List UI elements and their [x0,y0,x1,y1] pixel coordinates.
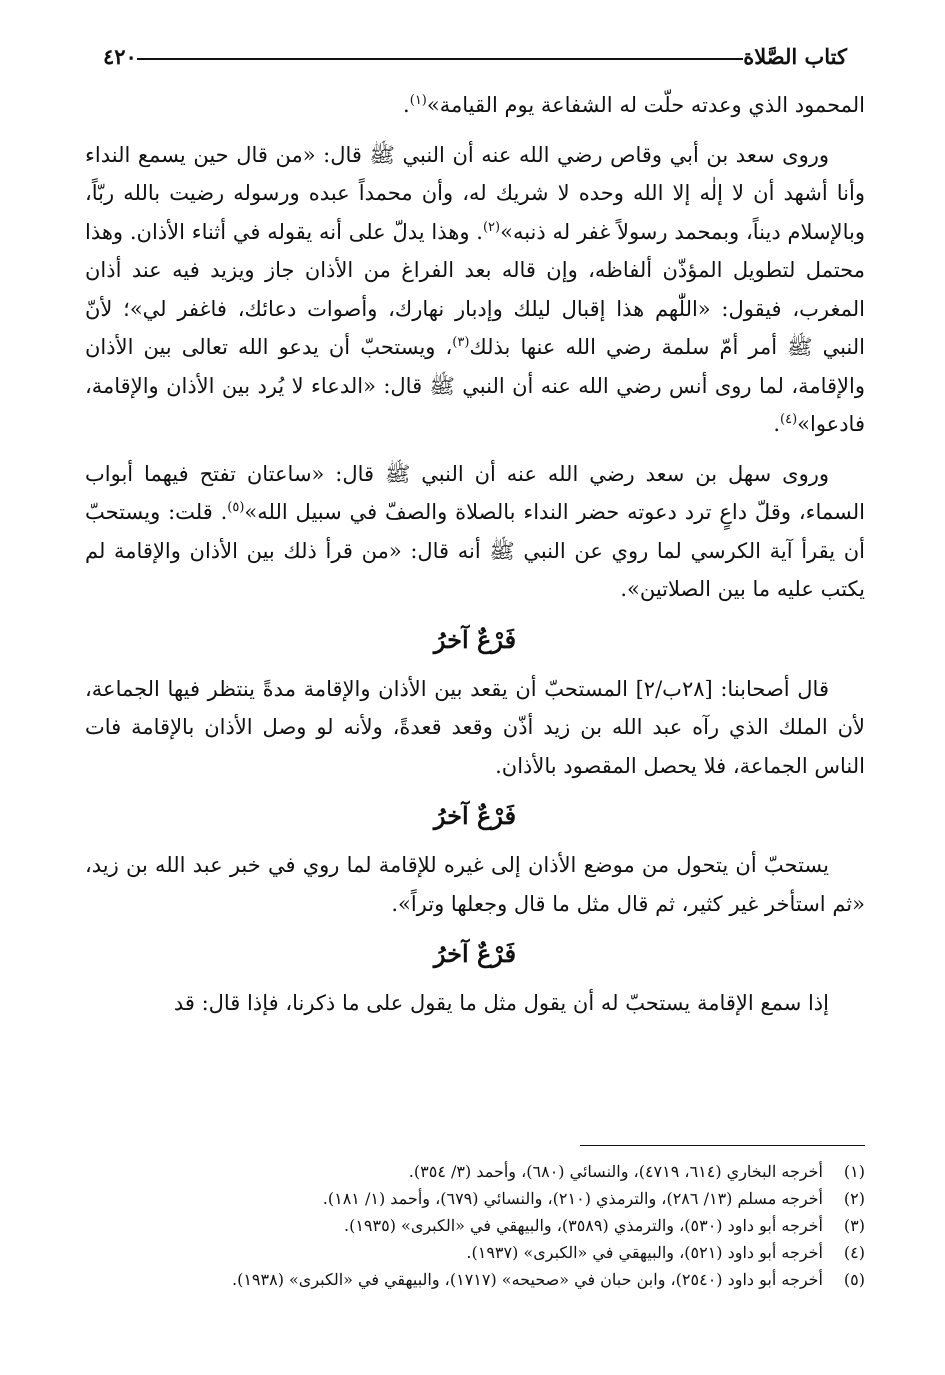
section-heading-3: فَرْعٌ آخرُ [433,939,517,968]
paragraph-2-text-b: . وهذا يدلّ على أنه يقوله في أثناء الأذان. وهذا محتمل لتطويل المؤذّن ألفاظه، وإن قاله بعد الفراغ من الأذان جاز ويزيد فيه عند أذان المغرب، فيقول: «اللّٰهم هذا إقبال ليلك وإدبار نهارك، وأصوات دعائك، فاغفر لي»؛ لأنّ النبي ﷺ أمر أمّ سلمة رضي الله عنها بذلك [85,219,866,359]
main-text [85,86,865,1034]
paragraph-3-text-a: وروى سهل بن سعد رضي الله عنه أن النبي ﷺ قال: «ساعتان تفتح فيهما أبواب السماء، وقلّ داعٍ ترد دعوته حضر النداء بالصلاة والصفّ في سبيل الله» [85,461,865,524]
paragraph-3 [85,455,865,609]
footnote-1 [75,1158,865,1185]
footnote-text: أخرجه أبو داود (٥٣٠)، والترمذي (٣٥٨٩)، والبيهقي في «الكبرى» (١٩٣٥). [344,1216,823,1235]
section-heading-1: فَرْعٌ آخرُ [433,624,517,654]
footnote-text: أخرجه البخاري (٦١٤، ٤٧١٩)، والنسائي (٦٨٠)، وأحمد (٣/ ٣٥٤). [408,1162,823,1181]
page-number: ٤٢٠ [103,43,137,69]
footnote-ref-1: (١) [409,93,427,108]
footnote-4 [75,1239,865,1266]
footnote-number: (٥) [843,1270,865,1289]
footnotes [75,1158,865,1293]
footnote-ref-5: (٥) [227,500,245,515]
footnote-text: أخرجه أبو داود (٥٢١)، والبيهقي في «الكبرى» (١٩٣٧). [466,1243,823,1262]
page-header [85,38,865,74]
paragraph-1-text: المحمود الذي وعدته حلّت له الشفاعة يوم القيامة» [426,93,865,117]
footnote-number: (٣) [843,1216,865,1235]
header-rule [137,58,743,60]
footnote-separator [580,1145,865,1146]
footnote-number: (٤) [843,1243,865,1262]
section-heading-2: فَرْعٌ آخرُ [433,801,517,830]
paragraph-2-text-d: . [773,412,780,436]
paragraph-3-text-b: . قلت: ويستحبّ أن يقرأ آية الكرسي لما روي عن النبي ﷺ أنه قال: «من قرأ ذلك بين الأذان والإقامة لم يكتب عليه ما بين الصلاتين». [85,500,865,601]
paragraph-6: إذا سمع الإقامة يستحبّ له أن يقول مثل ما يقول على ما ذكرنا، فإذا قال: قد [173,991,829,1015]
paragraph-2 [85,136,865,444]
footnote-text: أخرجه أبو داود (٢٥٤٠)، وابن حبان في «صحيحه» (١٧١٧)، والبيهقي في «الكبرى» (١٩٣٨). [231,1270,823,1289]
footnote-ref-4: (٤) [780,412,798,427]
footnote-5 [75,1266,865,1293]
footnote-2 [75,1185,865,1212]
paragraph-2-text-a: وروى سعد بن أبي وقاص رضي الله عنه أن النبي ﷺ قال: «من قال حين يسمع النداء وأنا أشهد أن لا إلٰه إلا الله وحده لا شريك له، وأن محمداً عبده ورسوله رضيت بالله ربّاً، وبالإسلام ديناً، وبمحمد رسولاً غفر له ذنبه» [85,142,865,244]
footnote-ref-3: (٣) [452,335,470,350]
footnote-ref-2: (٢) [482,219,501,235]
footnote-number: (١) [843,1162,865,1181]
footnote-number: (٢) [843,1189,865,1208]
paragraph-2-text-c: ، ويستحبّ أن يدعو الله تعالى بين الأذان والإقامة، لما روى أنس رضي الله عنه أن النبي ﷺ قال: «الدعاء لا يُرد بين الأذان والإقامة، فادعوا» [85,335,865,436]
footnote-3 [75,1212,865,1239]
paragraph-5: يستحبّ أن يتحول من موضع الأذان إلى غيره للإقامة لما روي في خبر عبد الله بن زيد، «ثم استأخر غير كثير، ثم قال مثل ما قال وجعلها وتراً». [85,853,865,916]
book-title: كتاب الصَّلاة [743,43,847,69]
paragraph-1 [85,86,865,125]
paragraph-4: قال أصحابنا: [٢٨ب/٢] المستحبّ أن يقعد بين الأذان والإقامة مدةً ينتظر فيها الجماعة، لأن الملك الذي رآه عبد الله بن زيد أذّن وقعد قعدةً، ولأنه لو وصل الأذان بالإقامة فات الناس الجماعة، فلا يحصل المقصود بالأذان. [85,676,865,778]
footnote-text: أخرجه مسلم (١٣/ ٢٨٦)، والترمذي (٢١٠)، والنسائي (٦٧٩)، وأحمد (١/ ١٨١). [322,1189,823,1208]
paragraph-1-end: . [403,93,410,117]
